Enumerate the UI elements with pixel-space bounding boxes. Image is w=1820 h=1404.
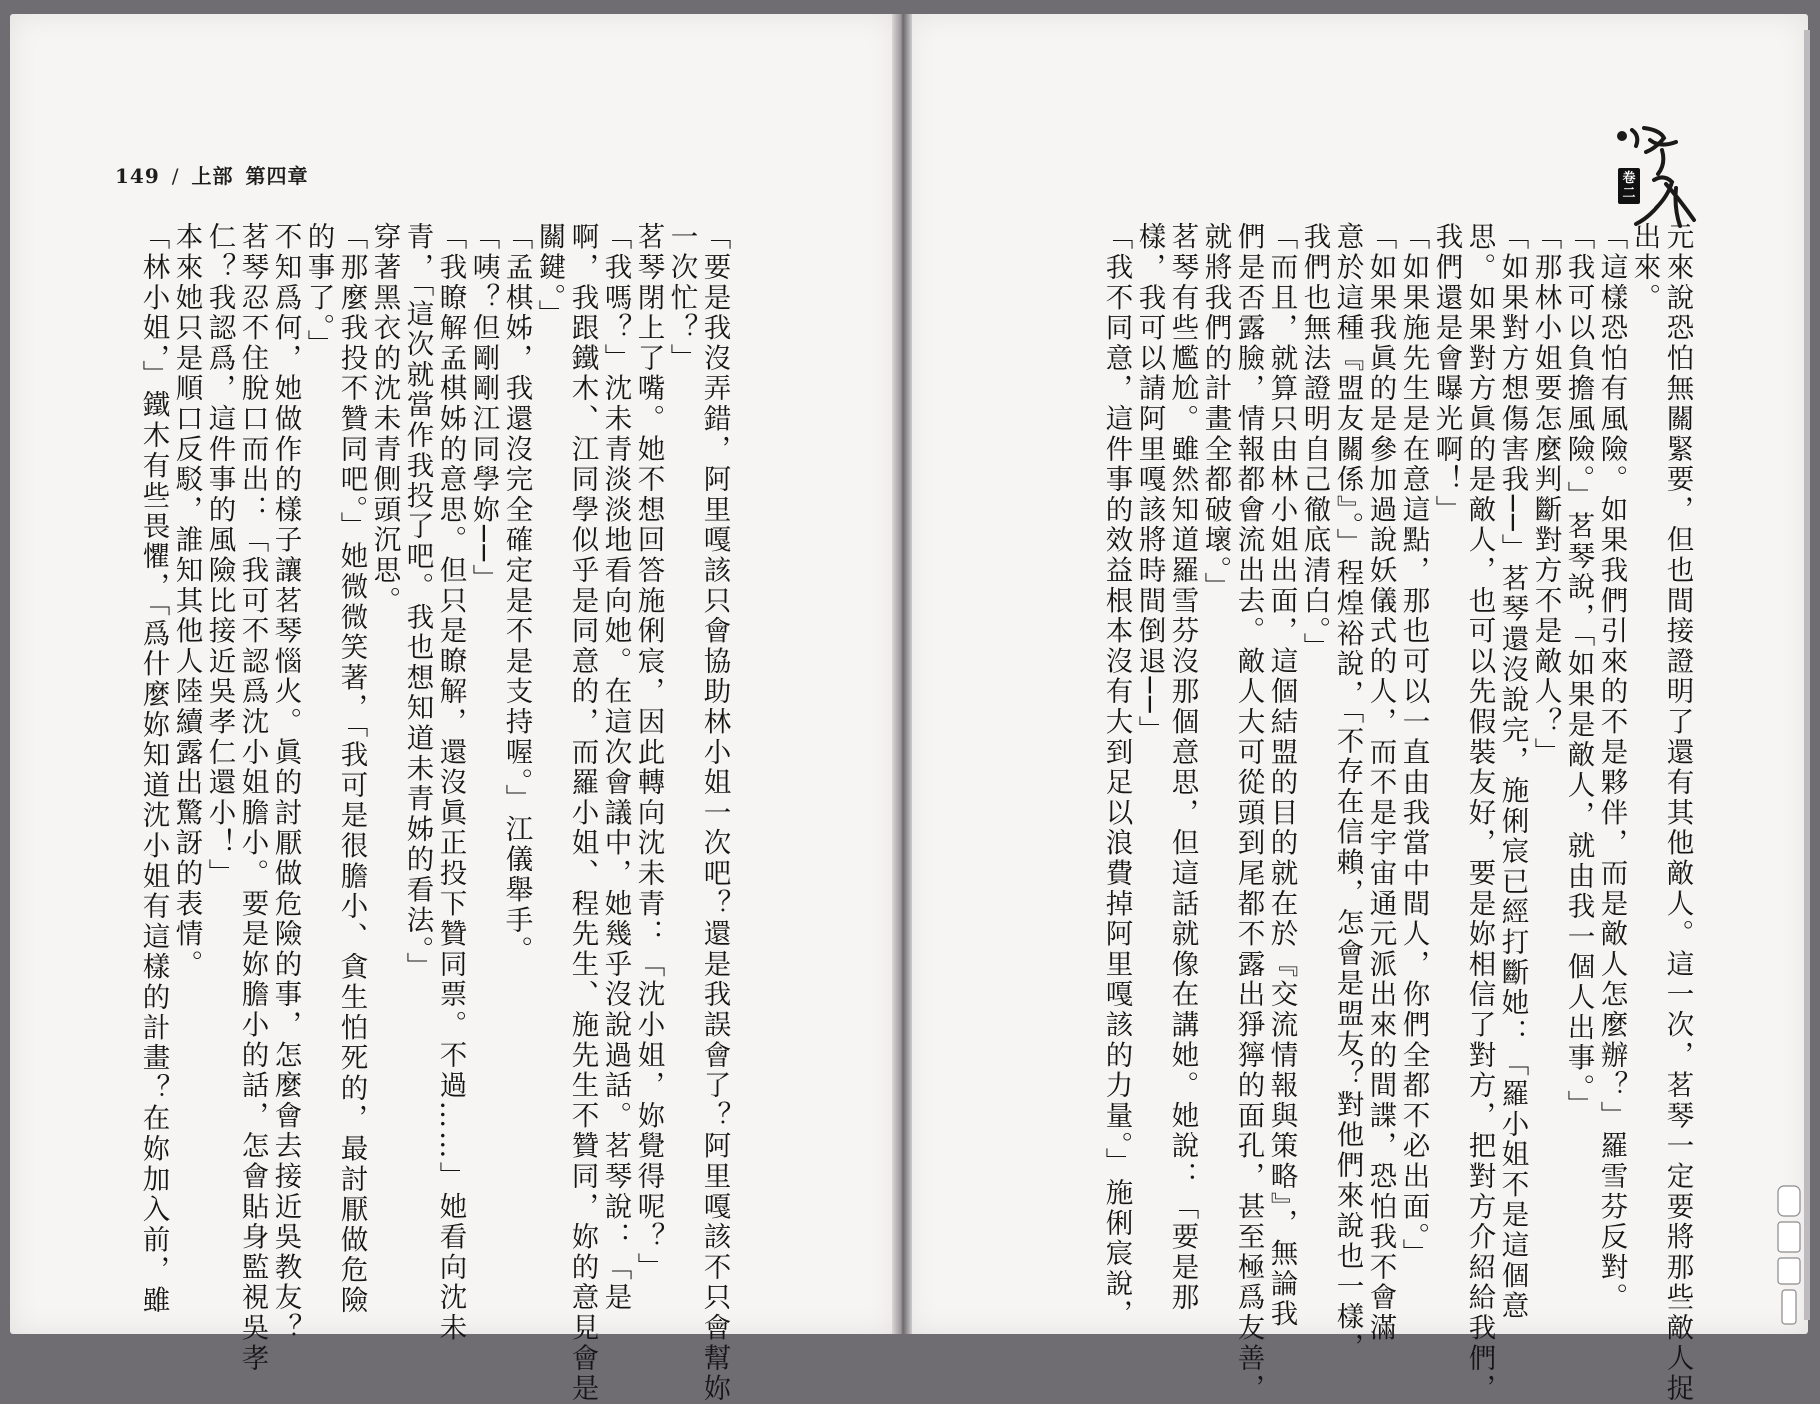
- text-column: 們是否露臉，情報都會流出去。敵人大可從頭到尾都不露出猙獰的面孔，甚至極爲友善，: [1232, 222, 1265, 1404]
- text-column: 「如果對方想傷害我──」茗琴還沒說完，施俐宸已經打斷她：「羅小姐不是這個意: [1496, 222, 1529, 1322]
- page-edge: [1804, 30, 1810, 1320]
- header-separator: /: [171, 164, 180, 188]
- text-column: 的事了。」: [302, 222, 335, 360]
- text-column: 「孟棋姊，我還沒完全確定是不是支持喔。」江儀舉手。: [500, 222, 533, 966]
- text-column: 茗琴有些尷尬。雖然知道羅雪芬沒那個意思，但這話就像在講她。她說：「要是那: [1166, 222, 1199, 1313]
- text-column: 意於這種『盟友關係』。」程煌裕說，「不存在信賴，怎會是盟友？對他們來說也一樣，: [1331, 222, 1364, 1363]
- text-column: 青，「這次就當作我投了吧。我也想知道未青姊的看法。」: [401, 222, 434, 983]
- text-column: 元來說恐怕無關緊要，但也間接證明了還有其他敵人。這一次，茗琴一定要將那些敵人捉: [1661, 222, 1694, 1404]
- text-column: 啊，我跟鐵木、江同學似乎是同意的，而羅小姐、程先生、施先生不贊同，妳的意見會是: [566, 222, 599, 1404]
- site-watermark-logo: [1770, 1180, 1810, 1330]
- text-column: 「如果施先生是在意這點，那也可以一直由我當中間人，你們全都不必出面。」: [1397, 222, 1430, 1269]
- text-column: 茗琴閉上了嘴。她不想回答施俐宸，因此轉向沈未青：「沈小姐，妳覺得呢？」: [632, 222, 665, 1283]
- text-column: 樣，我可以請阿里嘎該將時間倒退──」: [1133, 222, 1166, 746]
- text-column: 就將我們的計畫全都破壞。」: [1199, 222, 1232, 603]
- running-header: [115, 160, 309, 189]
- chapter-title: 第四章: [245, 164, 309, 188]
- book-spine-gutter: [892, 14, 912, 1334]
- text-column: 出來。: [1628, 222, 1661, 313]
- text-column: 「那麼我投不贊同吧。」她微微笑著，「我可是很膽小、貪生怕死的，最討厭做危險: [335, 222, 368, 1316]
- text-column: 「我可以負擔風險。」茗琴說，「如果是敵人，就由我一個人出事。」: [1562, 222, 1595, 1121]
- volume-label: 卷二: [1618, 168, 1640, 204]
- text-column: 不知爲何，她做作的樣子讓茗琴惱火。眞的討厭做危險的事，怎麼會去接近吳教友？: [269, 222, 302, 1344]
- text-column: 「我不同意，這件事的效益根本沒有大到足以浪費掉阿里嘎該的力量。」施俐宸說，: [1100, 222, 1133, 1330]
- text-column: 我們還是會曝光啊！」: [1430, 222, 1463, 525]
- part-title: 上部: [191, 164, 234, 188]
- text-column: 「這樣恐怕有風險。如果我們引來的不是夥伴，而是敵人怎麼辦？」羅雪芬反對。: [1595, 222, 1628, 1313]
- text-column: 「那林小姐要怎麼判斷對方不是敵人？」: [1529, 222, 1562, 768]
- text-column: 「林小姐，」鐵木有些畏懼，「爲什麼妳知道沈小姐有這樣的計畫？在妳加入前，雖: [137, 222, 170, 1316]
- text-column: 我們也無法證明自己徹底清白。」: [1298, 222, 1331, 663]
- text-column: 「而且，就算只由林小姐出面，這個結盟的目的就在於『交流情報與策略』，無論我: [1265, 222, 1298, 1330]
- text-column: 「如果我眞的是參加過說妖儀式的人，而不是宇宙通元派出來的間諜，恐怕我不會滿: [1364, 222, 1397, 1344]
- calligraphy-logo-icon: [1592, 122, 1700, 234]
- text-column: 「我瞭解孟棋姊的意思。但只是瞭解，還沒眞正投下贊同票。不過……」她看向沈未: [434, 222, 467, 1344]
- text-column: 思。如果對方眞的是敵人，也可以先假裝友好，要是妳相信了對方，把對方介紹給我們，: [1463, 222, 1496, 1404]
- page-number: 149: [115, 164, 160, 188]
- text-column: 仁？我認爲，這件事的風險比接近吳孝仁還小！」: [203, 222, 236, 889]
- text-column: 關鍵。」: [533, 222, 566, 330]
- text-column: 「要是我沒弄錯，阿里嘎該只會協助林小姐一次吧？還是我誤會了？阿里嘎該不只會幫妳: [698, 222, 731, 1404]
- text-column: 一次忙？」: [665, 222, 698, 374]
- text-column: 茗琴忍不住脫口而出：「我可不認爲沈小姐膽小。要是妳膽小的話，怎會貼身監視吳孝: [236, 222, 269, 1374]
- text-column: 本來她只是順口反駁，誰知其他人陸續露出驚訝的表情。: [170, 222, 203, 980]
- text-column: 「我嗎？」沈未青淡淡地看向她。在這次會議中，她幾乎沒說過話。茗琴說：「是: [599, 222, 632, 1313]
- book-logo: [1592, 122, 1700, 234]
- text-column: 「咦？但剛剛江同學妳──」: [467, 222, 500, 595]
- text-column: 穿著黑衣的沈未青側頭沉思。: [368, 222, 401, 616]
